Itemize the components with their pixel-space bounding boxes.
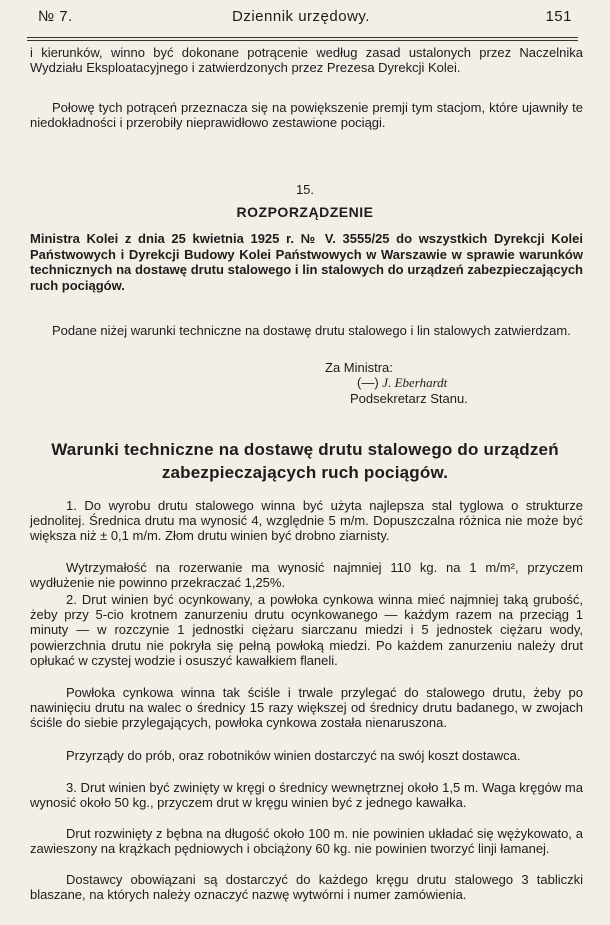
regulation-type: ROZPORZĄDZENIE — [236, 204, 374, 220]
intro-paragraph-1: i kierunków, winno być dokonane potrącenie według zasad ustalonych przez Naczelnika Wydziału Eksploatacyjnego i zatwierdzonych przez Prezesa Dyrekcji Kolei. — [30, 45, 583, 76]
conditions-title-line-1: Warunki techniczne na dostawę drutu stalowego do urządzeń — [51, 440, 559, 459]
condition-paragraph: Dostawcy obowiązani są dostarczyć do każdego kręgu drutu stalowego 3 tabliczki blaszane, na których należy oznaczyć nazwę wytwórni i numer zamówienia. — [30, 872, 583, 903]
condition-paragraph: 3. Drut winien być zwinięty w kręgi o średnicy wewnętrznej około 1,5 m. Waga kręgów ma wynosić około 50 kg., przyczem drut w kręgu winien być z jednego kawałka. — [30, 780, 583, 811]
running-header — [30, 6, 572, 30]
signature-prefix: (—) — [357, 375, 379, 390]
condition-paragraph: Wytrzymałość na rozerwanie ma wynosić najmniej 110 kg. na 1 m/m², przyczem wydłużenie nie powinno przekraczać 1,25%. — [30, 560, 583, 591]
condition-paragraph: 1. Do wyrobu drutu stalowego winna być użyta najlepsza stal tyglowa o strukturze jednolitej. Średnica drutu ma wynosić 4, względnie 5 m/m. Dopuszczalna różnica nie może być większa niż ± 0,1 m/m. Złom drutu winien być drobno ziarnisty. — [30, 498, 583, 544]
signature-for-minister: Za Ministra: — [325, 360, 393, 375]
regulation-subtitle: Ministra Kolei z dnia 25 kwietnia 1925 r. № V. 3555/25 do wszystkich Dyrekcji Kolei Państwowych i Dyrekcji Budowy Kolei Państwowych w Warszawie w sprawie warunków technicznych na dostawę drutu stalowego i lin stalowych do urządzeń zabezpieczających ruch pociągów. — [30, 231, 583, 293]
intro-paragraph-2: Połowę tych potrąceń przeznacza się na powiększenie premji tym stacjom, które ujawniły te niedokładności i przerobiły nieprawidłowo zestawione pociągi. — [30, 100, 583, 131]
regulation-body: Podane niżej warunki techniczne na dostawę drutu stalowego i lin stalowych zatwierdzam. — [52, 323, 571, 338]
signature-title: Podsekretarz Stanu. — [350, 391, 468, 406]
condition-paragraph: Powłoka cynkowa winna tak ściśle i trwale przylegać do stalowego drutu, żeby po nawinięciu drutu na walec o średnicy 15 razy większej od średnicy drutu badanego, w zwojach ściśle do siebie przylegających, powłoka cynkowa została nienaruszona. — [30, 685, 583, 731]
regulation-number: 15. — [295, 182, 315, 197]
condition-paragraph: 2. Drut winien być ocynkowany, a powłoka cynkowa winna mieć najmniej taką grubość, żeby przy 5-cio krotnem zanurzeniu drutu ocynkowanego — każdym razem na przeciąg 1 minuty — w rozczynie 1 jednostki ciężaru siarczanu miedzi i 5 jednostek ciężaru wody, powierzchnia drutu nie pokryła się pełną powłoką miedzi. Po każdem zanurzeniu należy drut opłukać w czystej wodzie i osuszyć kawałkiem flaneli. — [30, 592, 583, 668]
journal-title: Dziennik urzędowy. — [232, 8, 370, 25]
page-number: 151 — [545, 8, 572, 25]
signature-name-line — [357, 375, 447, 390]
condition-paragraph: Drut rozwinięty z bębna na długość około 100 m. nie powinien układać się wężykowato, a zawieszony na krążkach pędniowych i obciążony 60 kg. nie powinien tworzyć linji łamanej. — [30, 826, 583, 857]
header-rule-top — [27, 37, 578, 38]
header-rule-bottom — [27, 40, 578, 41]
condition-paragraph: Przyrządy do prób, oraz robotników winien dostarczyć na swój koszt dostawca. — [66, 748, 521, 763]
issue-number: № 7. — [38, 8, 73, 25]
conditions-title-line-2: zabezpieczających ruch pociągów. — [161, 463, 449, 482]
signature-name: J. Eberhardt — [382, 375, 448, 390]
